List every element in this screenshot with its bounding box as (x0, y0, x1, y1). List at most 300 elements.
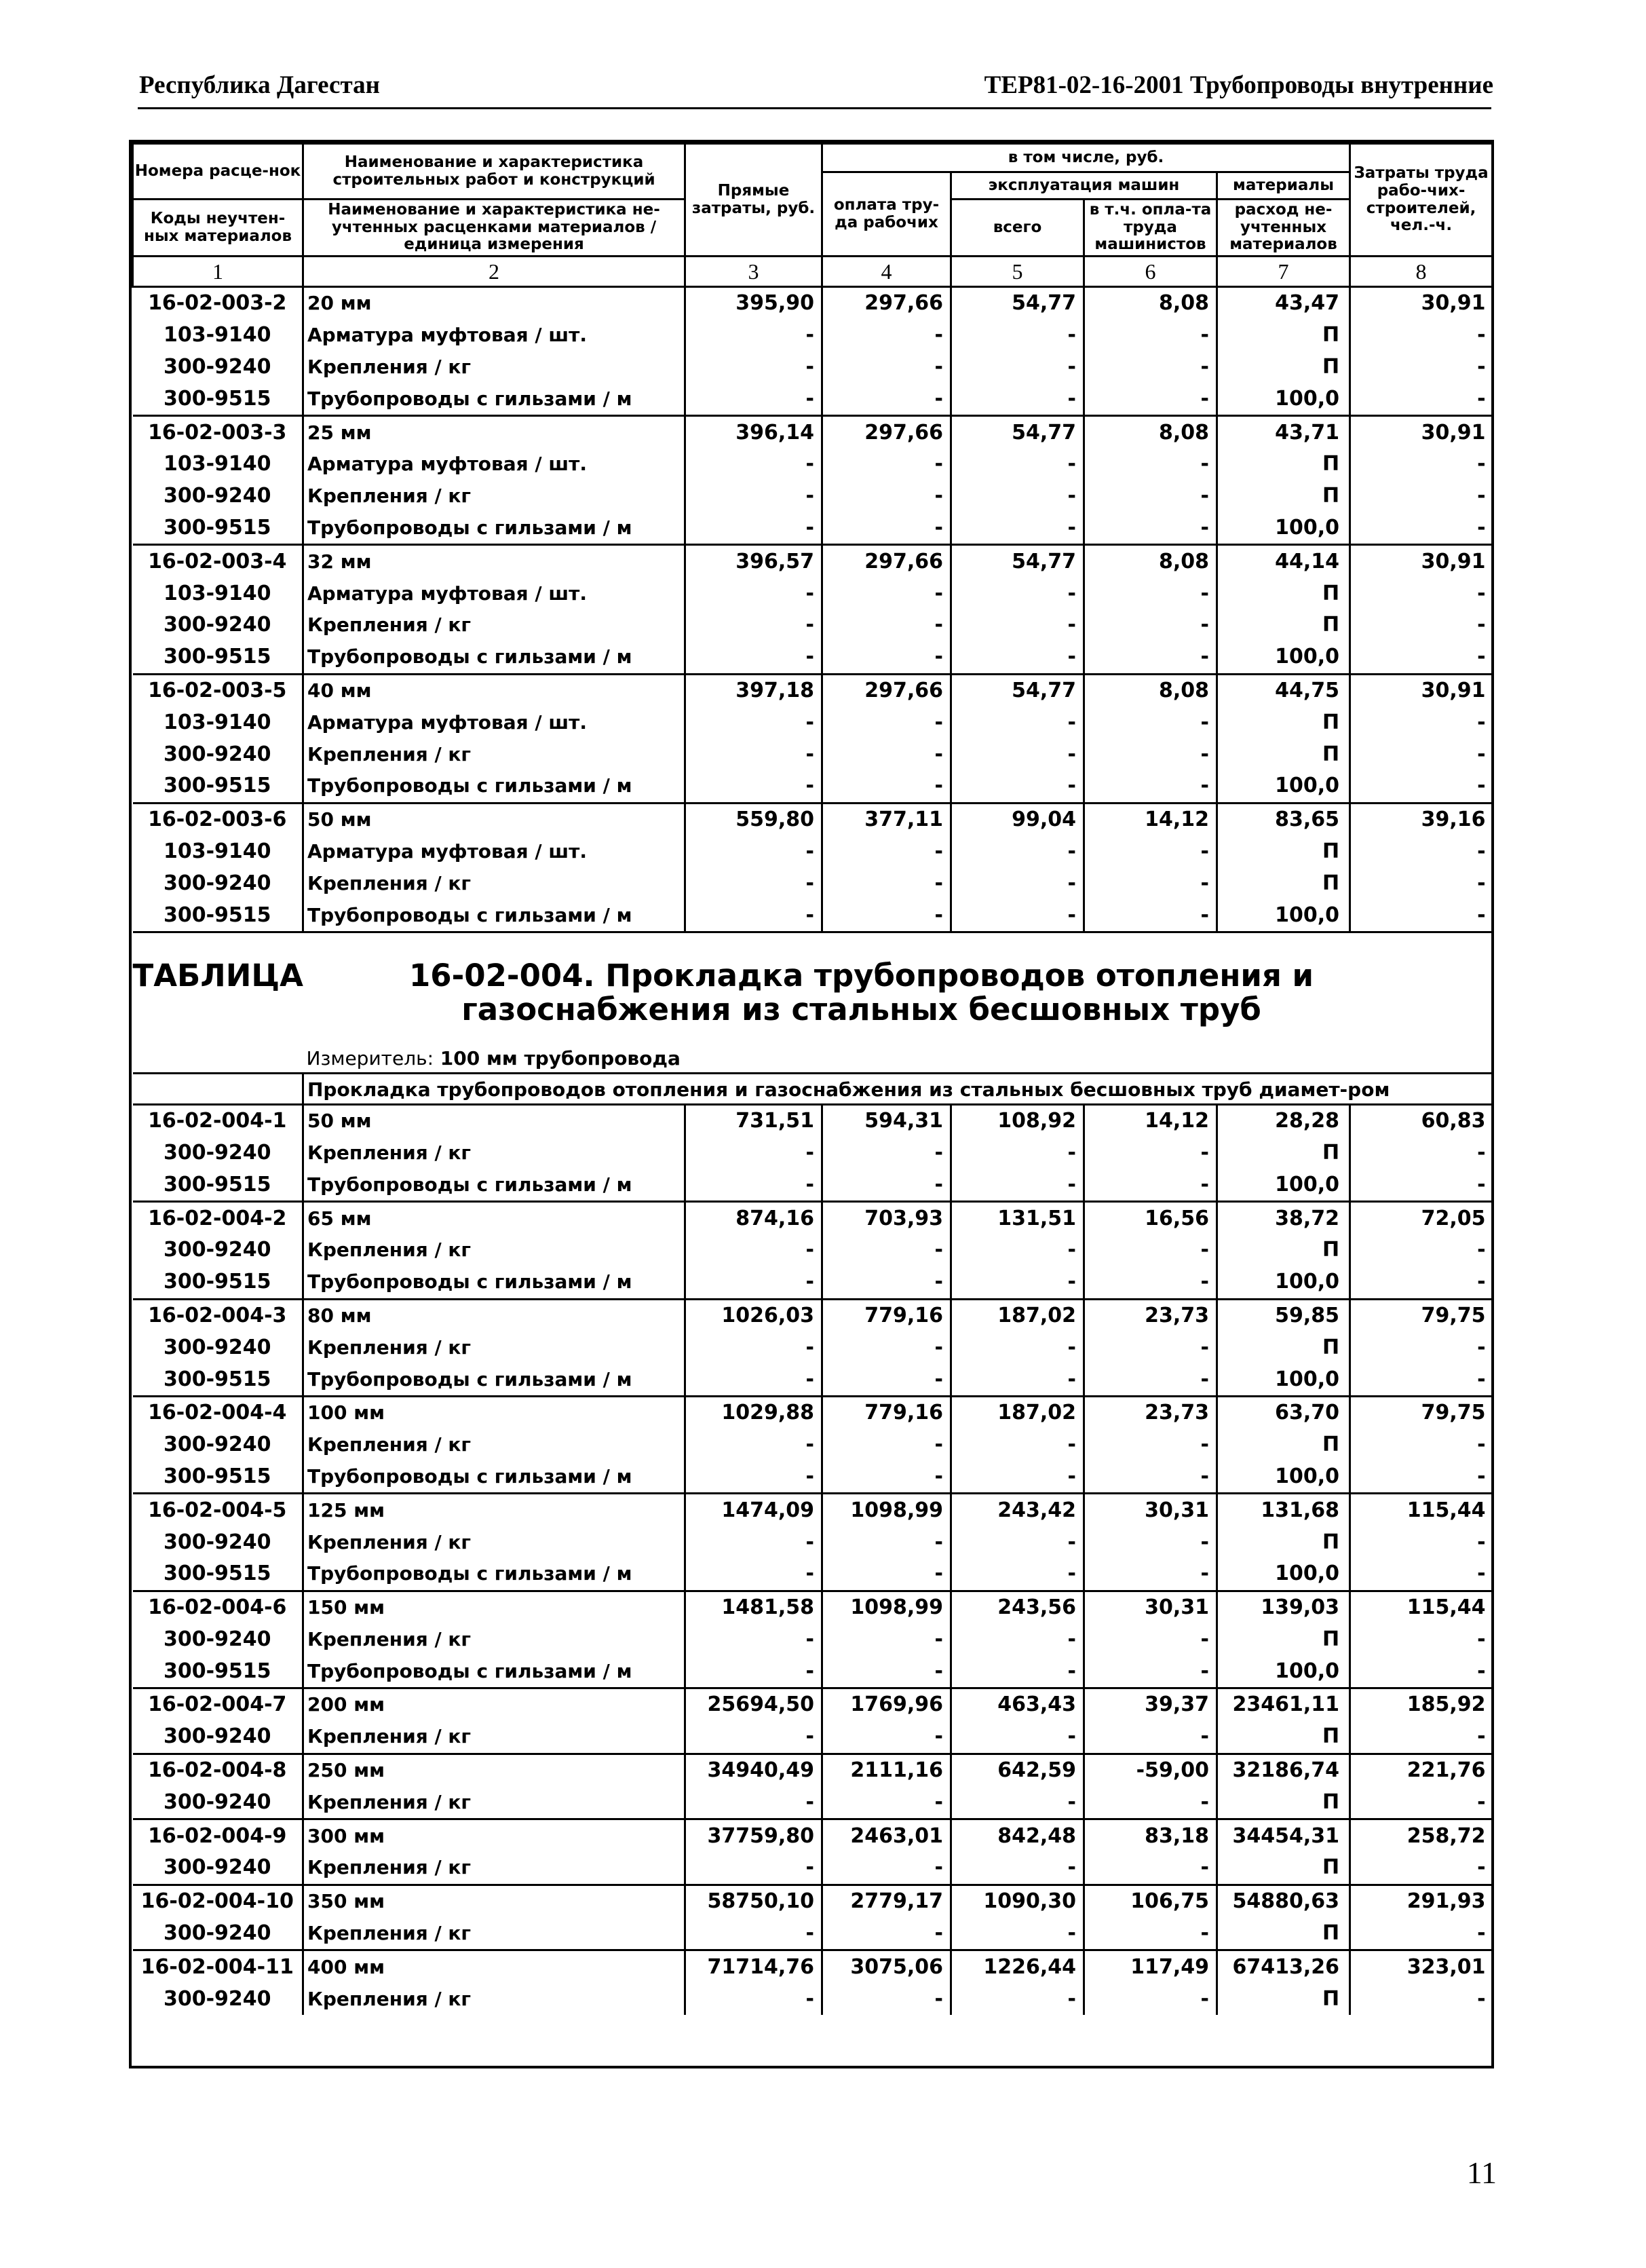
operator-pay: 8,08 (1084, 416, 1217, 449)
col-number: 8 (1350, 257, 1493, 287)
item-name: Трубопроводы с гильзами / м (303, 770, 685, 803)
worker-pay: 377,11 (822, 803, 951, 835)
material-usage: П (1217, 1721, 1350, 1754)
direct-cost: - (685, 1624, 822, 1656)
rate-code: 16-02-004-7 (148, 1693, 287, 1717)
material-usage: П (1217, 1983, 1350, 2015)
table-row (133, 1396, 1493, 1429)
table-row (133, 1885, 1493, 1917)
labor-hours: 258,72 (1350, 1819, 1493, 1852)
rate-code: 300-9240 (133, 1786, 303, 1819)
worker-pay: - (822, 1852, 951, 1885)
machines-total: - (951, 609, 1084, 641)
item-name: Трубопроводы с гильзами / м (303, 1655, 685, 1688)
item-name: 400 мм (303, 1950, 685, 1983)
material-usage: П (1217, 449, 1350, 480)
rate-code: 300-9240 (163, 613, 271, 637)
labor-hours: - (1350, 1852, 1493, 1885)
item-name: Крепления / кг (303, 1786, 685, 1819)
machines-total: - (951, 1786, 1084, 1819)
item-name: Крепления / кг (303, 1918, 685, 1950)
material-usage: 44,75 (1217, 674, 1350, 706)
direct-cost: - (685, 609, 822, 641)
worker-pay: - (822, 352, 951, 383)
material-usage: 100,0 (1217, 641, 1350, 674)
item-name: Крепления / кг (303, 352, 685, 383)
machines-total: - (951, 1983, 1084, 2015)
labor-hours: - (1350, 770, 1493, 803)
table-row (133, 1950, 1493, 1983)
page-number: 11 (1466, 2155, 1497, 2190)
worker-pay: - (822, 1363, 951, 1396)
worker-pay: - (822, 1461, 951, 1494)
labor-hours: - (1350, 480, 1493, 512)
item-name: Крепления / кг (303, 1721, 685, 1754)
material-usage: 34454,31 (1217, 1819, 1350, 1852)
worker-pay: - (822, 641, 951, 674)
measure-spacer (133, 1027, 303, 1074)
labor-hours: 30,91 (1350, 416, 1493, 449)
col-header-material-usage: расход не-учтенных материалов (1217, 200, 1350, 257)
rate-code: 300-9240 (133, 1918, 303, 1950)
rate-code: 16-02-004-4 (148, 1401, 287, 1425)
direct-cost: - (685, 1918, 822, 1950)
measure-row (133, 1027, 1493, 1074)
machines-total: - (951, 1169, 1084, 1201)
rate-code: 300-9240 (133, 1721, 303, 1754)
machines-total: - (951, 706, 1084, 738)
table-title: Прокладка трубопроводов отопления и газоснабжения из стальных бесшовных труб (461, 957, 1314, 1028)
operator-pay: - (1084, 578, 1217, 609)
table-row (133, 1558, 1493, 1591)
table-title-cell (303, 932, 1493, 1027)
header-region: Республика Дагестан (139, 71, 380, 99)
col-header-rate-number: Номера расце-нок (133, 144, 303, 200)
table-row (133, 1202, 1493, 1234)
labor-hours: 30,91 (1350, 674, 1493, 706)
rate-code: 300-9240 (163, 1530, 271, 1554)
operator-pay: 23,73 (1084, 1299, 1217, 1331)
machines-total: - (951, 1137, 1084, 1169)
machines-total: - (951, 480, 1084, 512)
col-number: 5 (951, 257, 1084, 287)
item-name: 100 мм (303, 1396, 685, 1429)
labor-hours: - (1350, 1983, 1493, 2015)
rate-code: 300-9515 (133, 770, 303, 803)
labor-hours: - (1350, 836, 1493, 868)
labor-hours: 221,76 (1350, 1754, 1493, 1786)
machines-total: - (951, 836, 1084, 868)
table-row (133, 1169, 1493, 1201)
col-number: 2 (303, 257, 685, 287)
direct-cost: - (685, 320, 822, 352)
table-row (133, 1918, 1493, 1950)
direct-cost: - (685, 706, 822, 738)
item-name: Трубопроводы с гильзами / м (303, 1558, 685, 1591)
machines-total: - (951, 1363, 1084, 1396)
table-row (133, 641, 1493, 674)
worker-pay: - (822, 1266, 951, 1299)
labor-hours: - (1350, 1461, 1493, 1494)
item-name: Трубопроводы с гильзами / м (303, 1363, 685, 1396)
labor-hours: - (1350, 1918, 1493, 1950)
table-row (133, 1494, 1493, 1526)
operator-pay: - (1084, 1852, 1217, 1885)
material-usage: 43,47 (1217, 287, 1350, 320)
rates-table (132, 143, 1493, 2015)
rate-code: 16-02-004-9 (148, 1823, 287, 1848)
operator-pay: - (1084, 1363, 1217, 1396)
table-row (133, 287, 1493, 320)
worker-pay: 297,66 (822, 545, 951, 578)
machines-total: - (951, 1558, 1084, 1591)
operator-pay: -59,00 (1084, 1754, 1217, 1786)
rate-code: 16-02-004-1 (133, 1104, 303, 1137)
direct-cost: 1029,88 (685, 1396, 822, 1429)
rate-code: 300-9240 (163, 1238, 271, 1262)
item-name: Крепления / кг (303, 867, 685, 899)
header-rule (138, 107, 1491, 109)
material-usage: 44,14 (1217, 545, 1350, 578)
table-row (133, 738, 1493, 770)
machines-total: 1090,30 (951, 1885, 1084, 1917)
operator-pay: - (1084, 1234, 1217, 1266)
rate-code: 103-9140 (163, 710, 271, 734)
labor-hours: - (1350, 1331, 1493, 1363)
rate-code: 300-9515 (133, 1558, 303, 1591)
material-usage: 67413,26 (1217, 1950, 1350, 1983)
worker-pay: 1769,96 (822, 1688, 951, 1721)
worker-pay: - (822, 1918, 951, 1950)
material-usage: 100,0 (1217, 1266, 1350, 1299)
operator-pay: - (1084, 1137, 1217, 1169)
operator-pay: 83,18 (1084, 1819, 1217, 1852)
table-row (133, 1624, 1493, 1656)
material-usage: П (1217, 1918, 1350, 1950)
table-row (133, 1983, 1493, 2015)
direct-cost: - (685, 770, 822, 803)
rate-code: 300-9240 (133, 1852, 303, 1885)
material-usage: П (1217, 480, 1350, 512)
table-row (133, 1852, 1493, 1885)
direct-cost: 58750,10 (685, 1885, 822, 1917)
col-header-machines: эксплуатация машин (951, 172, 1217, 200)
worker-pay: - (822, 383, 951, 415)
rate-code: 300-9240 (163, 1433, 271, 1457)
operator-pay: - (1084, 1655, 1217, 1688)
machines-total: 99,04 (951, 803, 1084, 835)
table-row (133, 1137, 1493, 1169)
direct-cost: - (685, 1137, 822, 1169)
direct-cost: 1026,03 (685, 1299, 822, 1331)
rate-code: 300-9515 (133, 512, 303, 545)
item-name: 300 мм (303, 1819, 685, 1852)
table-row (133, 1331, 1493, 1363)
labor-hours: - (1350, 641, 1493, 674)
material-usage: П (1217, 1331, 1350, 1363)
rate-code: 16-02-003-6 (148, 808, 287, 832)
operator-pay: - (1084, 641, 1217, 674)
material-usage: П (1217, 578, 1350, 609)
worker-pay: - (822, 512, 951, 545)
worker-pay: 297,66 (822, 674, 951, 706)
item-name: Трубопроводы с гильзами / м (303, 512, 685, 545)
worker-pay: - (822, 1429, 951, 1461)
rate-code: 103-9140 (163, 581, 271, 605)
machines-total: - (951, 1721, 1084, 1754)
operator-pay: - (1084, 1461, 1217, 1494)
table-row (133, 578, 1493, 609)
rate-code: 300-9515 (133, 1655, 303, 1688)
item-name: 150 мм (303, 1591, 685, 1623)
labor-hours: - (1350, 1429, 1493, 1461)
rate-code: 300-9240 (163, 1986, 271, 2011)
material-usage: 100,0 (1217, 512, 1350, 545)
item-name: Крепления / кг (303, 738, 685, 770)
item-name: Арматура муфтовая / шт. (303, 320, 685, 352)
labor-hours: 39,16 (1350, 803, 1493, 835)
worker-pay: - (822, 1558, 951, 1591)
rate-code: 16-02-003-5 (148, 678, 287, 702)
labor-hours: - (1350, 1624, 1493, 1656)
labor-hours: - (1350, 1558, 1493, 1591)
rate-code: 300-9515 (133, 1363, 303, 1396)
labor-hours: 323,01 (1350, 1950, 1493, 1983)
subtitle-spacer (133, 1073, 303, 1104)
table-row (133, 1266, 1493, 1299)
operator-pay: - (1084, 1429, 1217, 1461)
operator-pay: 30,31 (1084, 1494, 1217, 1526)
item-name: Арматура муфтовая / шт. (303, 836, 685, 868)
col-header-operator-pay: в т.ч. опла-та труда машинистов (1084, 200, 1217, 257)
direct-cost: - (685, 836, 822, 868)
col-header-machines-total: всего (951, 200, 1084, 257)
machines-total: - (951, 383, 1084, 415)
direct-cost: - (685, 1983, 822, 2015)
material-usage: 32186,74 (1217, 1754, 1350, 1786)
item-name: Арматура муфтовая / шт. (303, 578, 685, 609)
material-usage: П (1217, 1137, 1350, 1169)
table-row (133, 674, 1493, 706)
worker-pay: 2463,01 (822, 1819, 951, 1852)
item-name: 250 мм (303, 1754, 685, 1786)
machines-total: - (951, 512, 1084, 545)
col-number: 6 (1084, 257, 1217, 287)
machines-total: - (951, 320, 1084, 352)
direct-cost: 396,57 (685, 545, 822, 578)
item-name: Арматура муфтовая / шт. (303, 449, 685, 480)
operator-pay: - (1084, 1918, 1217, 1950)
table-row (133, 1526, 1493, 1558)
direct-cost: - (685, 1234, 822, 1266)
machines-total: 642,59 (951, 1754, 1084, 1786)
direct-cost: - (685, 1461, 822, 1494)
material-usage: 38,72 (1217, 1202, 1350, 1234)
table-title-row (133, 932, 1493, 1027)
labor-hours: - (1350, 1137, 1493, 1169)
col-header-work-name: Наименование и характеристика строительных работ и конструкций (303, 144, 685, 200)
material-usage: П (1217, 1852, 1350, 1885)
material-usage: 54880,63 (1217, 1885, 1350, 1917)
operator-pay: 14,12 (1084, 1104, 1217, 1137)
machines-total: - (951, 1266, 1084, 1299)
item-name: Крепления / кг (303, 1526, 685, 1558)
labor-hours: - (1350, 449, 1493, 480)
table-row (133, 706, 1493, 738)
machines-total: 842,48 (951, 1819, 1084, 1852)
direct-cost: 1481,58 (685, 1591, 822, 1623)
labor-hours: - (1350, 609, 1493, 641)
operator-pay: 8,08 (1084, 287, 1217, 320)
rate-code: 300-9240 (163, 1140, 271, 1165)
table-row (133, 1429, 1493, 1461)
item-name: Трубопроводы с гильзами / м (303, 1266, 685, 1299)
labor-hours: - (1350, 706, 1493, 738)
rate-code: 16-02-003-2 (133, 287, 303, 320)
rate-code: 300-9515 (163, 903, 271, 927)
machines-total: - (951, 1655, 1084, 1688)
machines-total: 54,77 (951, 674, 1084, 706)
machines-total: 54,77 (951, 287, 1084, 320)
rate-code: 16-02-004-3 (148, 1303, 287, 1327)
worker-pay: 1098,99 (822, 1591, 951, 1623)
direct-cost: - (685, 578, 822, 609)
worker-pay: 703,93 (822, 1202, 951, 1234)
operator-pay: 106,75 (1084, 1885, 1217, 1917)
labor-hours: - (1350, 1655, 1493, 1688)
rate-code: 16-02-004-6 (148, 1595, 287, 1620)
machines-total: - (951, 738, 1084, 770)
rate-code: 300-9515 (133, 1266, 303, 1299)
direct-cost: - (685, 1786, 822, 1819)
table-subtitle: Прокладка трубопроводов отопления и газоснабжения из стальных бесшовных труб диамет-ром (303, 1073, 1493, 1104)
labor-hours: - (1350, 1169, 1493, 1201)
worker-pay: 779,16 (822, 1299, 951, 1331)
operator-pay: - (1084, 480, 1217, 512)
direct-cost: 396,14 (685, 416, 822, 449)
operator-pay: - (1084, 836, 1217, 868)
rate-code: 300-9240 (163, 1627, 271, 1651)
direct-cost: - (685, 1526, 822, 1558)
operator-pay: - (1084, 1169, 1217, 1201)
worker-pay: 2111,16 (822, 1754, 951, 1786)
table-label: ТАБЛИЦА (132, 957, 303, 994)
worker-pay: - (822, 706, 951, 738)
item-name: 50 мм (303, 1104, 685, 1137)
rate-code: 16-02-004-10 (140, 1889, 294, 1914)
item-name: Трубопроводы с гильзами / м (303, 1461, 685, 1494)
operator-pay: - (1084, 1721, 1217, 1754)
col-number: 7 (1217, 257, 1350, 287)
worker-pay: - (822, 867, 951, 899)
direct-cost: - (685, 738, 822, 770)
table-row (133, 1104, 1493, 1137)
machines-total: - (951, 641, 1084, 674)
measure-label: Измеритель: (306, 1046, 434, 1070)
worker-pay: - (822, 320, 951, 352)
labor-hours: 115,44 (1350, 1494, 1493, 1526)
worker-pay: - (822, 1786, 951, 1819)
worker-pay: - (822, 1624, 951, 1656)
worker-pay: - (822, 480, 951, 512)
rate-code: 300-9240 (163, 1335, 271, 1359)
item-name: Арматура муфтовая / шт. (303, 706, 685, 738)
worker-pay: - (822, 738, 951, 770)
rate-code: 300-9240 (163, 354, 271, 379)
worker-pay: - (822, 449, 951, 480)
direct-cost: - (685, 641, 822, 674)
worker-pay: 3075,06 (822, 1950, 951, 1983)
direct-cost: - (685, 352, 822, 383)
table-row (133, 609, 1493, 641)
item-name: 125 мм (303, 1494, 685, 1526)
direct-cost: - (685, 383, 822, 415)
direct-cost: - (685, 1331, 822, 1363)
table-row (133, 1363, 1493, 1396)
material-usage: 28,28 (1217, 1104, 1350, 1137)
material-usage: П (1217, 1624, 1350, 1656)
operator-pay: - (1084, 1786, 1217, 1819)
labor-hours: - (1350, 320, 1493, 352)
header-document-code: ТЕР81-02-16-2001 Трубопроводы внутренние (984, 71, 1493, 99)
worker-pay: 297,66 (822, 287, 951, 320)
item-name: Крепления / кг (303, 1429, 685, 1461)
direct-cost: 1474,09 (685, 1494, 822, 1526)
machines-total: - (951, 352, 1084, 383)
worker-pay: - (822, 609, 951, 641)
table-row (133, 352, 1493, 383)
operator-pay: 8,08 (1084, 674, 1217, 706)
item-name: Крепления / кг (303, 1852, 685, 1885)
labor-hours: - (1350, 352, 1493, 383)
labor-hours: - (1350, 899, 1493, 932)
rate-code: 16-02-004-2 (148, 1206, 287, 1230)
material-usage: 100,0 (1217, 1363, 1350, 1396)
labor-hours: - (1350, 1363, 1493, 1396)
machines-total: - (951, 1624, 1084, 1656)
item-name: 32 мм (303, 545, 685, 578)
direct-cost: 37759,80 (685, 1819, 822, 1852)
operator-pay: 39,37 (1084, 1688, 1217, 1721)
material-usage: 100,0 (1217, 383, 1350, 415)
operator-pay: 23,73 (1084, 1396, 1217, 1429)
direct-cost: - (685, 1266, 822, 1299)
material-usage: 59,85 (1217, 1299, 1350, 1331)
item-name: Крепления / кг (303, 609, 685, 641)
machines-total: - (951, 1526, 1084, 1558)
operator-pay: 16,56 (1084, 1202, 1217, 1234)
rate-code: 16-02-004-11 (140, 1954, 294, 1979)
item-name: 40 мм (303, 674, 685, 706)
col-header-material-codes: Коды неучтен-ных материалов (133, 200, 303, 257)
material-usage: 131,68 (1217, 1494, 1350, 1526)
operator-pay: - (1084, 1983, 1217, 2015)
worker-pay: 594,31 (822, 1104, 951, 1137)
machines-total: - (951, 449, 1084, 480)
operator-pay: - (1084, 738, 1217, 770)
table-row (133, 320, 1493, 352)
operator-pay: - (1084, 1624, 1217, 1656)
col-header-group: в том числе, руб. (822, 144, 1350, 172)
item-name: 200 мм (303, 1688, 685, 1721)
labor-hours: - (1350, 1786, 1493, 1819)
material-usage: 43,71 (1217, 416, 1350, 449)
rate-code: 103-9140 (163, 323, 271, 347)
machines-total: 463,43 (951, 1688, 1084, 1721)
direct-cost: - (685, 1655, 822, 1688)
worker-pay: 779,16 (822, 1396, 951, 1429)
labor-hours: 60,83 (1350, 1104, 1493, 1137)
